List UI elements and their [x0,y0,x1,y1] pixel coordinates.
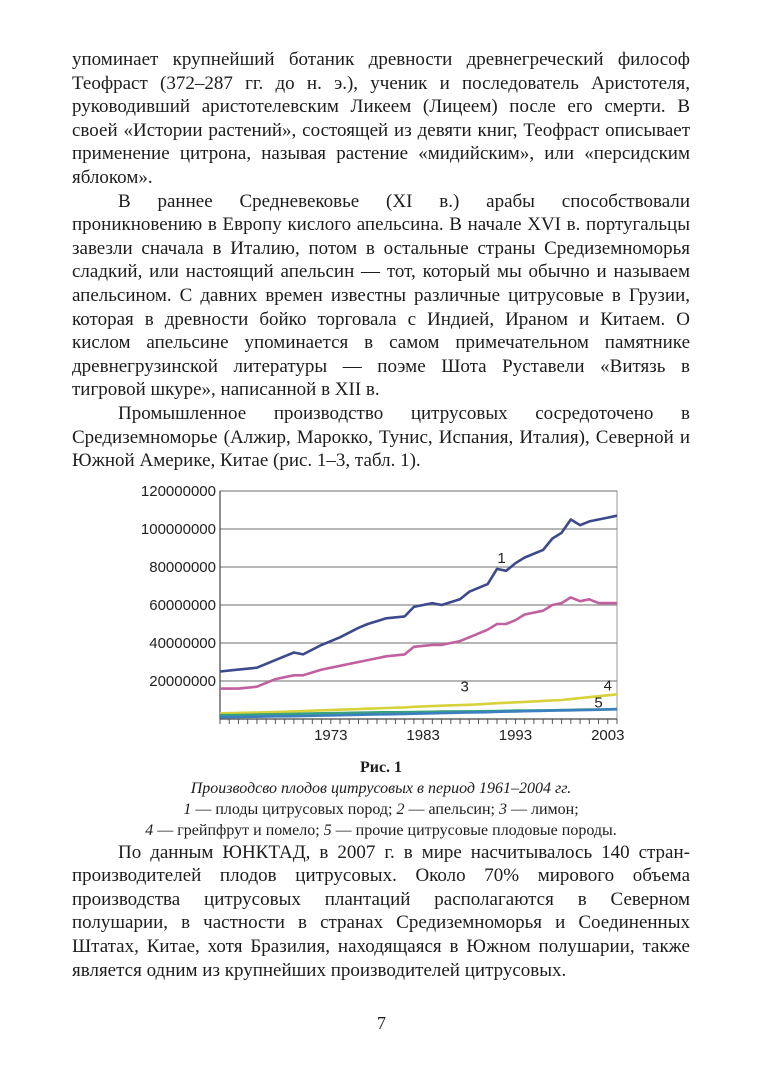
y-tick-label: 120000000 [140,482,216,500]
citrus-production-chart [72,483,690,755]
legend-1-text: — плоды цитрусовых пород; [191,800,397,818]
legend-5-text: — прочие цитрусовые плодовые породы. [331,821,617,839]
figure-title: Производсво плодов цитрусовых в период 1961–2004 гг. [190,779,572,797]
figure-caption [72,757,690,841]
legend-4-text: — грейпфрут и помело; [153,821,324,839]
legend-3-text: — лимон; [507,800,579,818]
legend-1-number: 1 [183,800,192,818]
legend-4-number: 4 [145,821,154,839]
legend-2-number: 2 [396,800,405,818]
figure-label: Рис. 1 [359,758,403,776]
paragraph-1: упоминает крупнейший ботаник древности древнегреческий философ Теофраст (372–287 гг. до н. э.), ученик и последователь Аристотеля, руководивший аристотелевским Ликеем (Лицеем) после его смерти. В своей «Истории растений», состоящей из девяти книг, Теофраст описывает применение цитрона, называя растение «мидийским», или «персидским яблоком». [72,49,690,188]
legend-3-number: 3 [499,800,507,818]
paragraph-2: В раннее Средневековье (XI в.) арабы способствовали проникновению в Европу кислого апельсина. В начале XVI в. португальцы завезли сначала в Италию, потом в остальные страны Средиземноморья сладкий, или настоящий апельсин — тот, который мы обычно и называем апельсином. С давних времен известны различные цитрусовые в Грузии, которая в древности бойко торговала с Индией, Ираном и Китаем. О кислом апельсине упоминается в самом примечательном памятнике древнегрузинской литературы — поэме Шота Руставели «Витязь в тигровой шкуре», написанной в XII в. [72,190,690,401]
curve-label-4: 4 [603,677,612,695]
y-tick-label: 100000000 [140,520,216,538]
y-tick-label: 80000000 [149,558,216,576]
figure-legend-line-1 [72,799,690,820]
page-number: 7 [377,1013,386,1033]
paragraph-3: Промышленное производство цитрусовых сосредоточено в Средиземноморье (Алжир, Марокко, Тунис, Испания, Италия), Северной и Южной Америке, Китае (рис. 1–3, табл. 1). [72,402,690,472]
y-tick-label: 20000000 [149,672,216,690]
x-tick-label: 1973 [314,726,348,744]
y-tick-label: 60000000 [149,596,216,614]
figure-legend-line-2 [72,820,690,841]
x-tick-label: 2003 [591,726,625,744]
x-tick-label: 1983 [406,726,440,744]
curve-label-5: 5 [594,694,603,712]
paragraph-4: По данным ЮНКТАД, в 2007 г. в мире насчитывалось 140 стран-производителей плодов цитрусовых. Около 70% мирового объема производства цитрусовых плантаций располагаются в Северном полушарии, в частности в странах Средиземноморья и Соединенных Штатах, Китае, хотя Бразилия, находящаяся в Южном полушарии, также является одним из крупнейших производителей цитрусовых. [72,841,690,981]
legend-5-number: 5 [323,821,332,839]
x-tick-label: 1993 [498,726,533,744]
curve-label-3: 3 [460,678,469,696]
y-tick-label: 40000000 [149,634,216,652]
curve-label-1: 1 [497,549,506,567]
document-page [72,48,690,982]
chart-svg [72,483,690,755]
legend-2-text: — апельсин; [404,800,499,818]
